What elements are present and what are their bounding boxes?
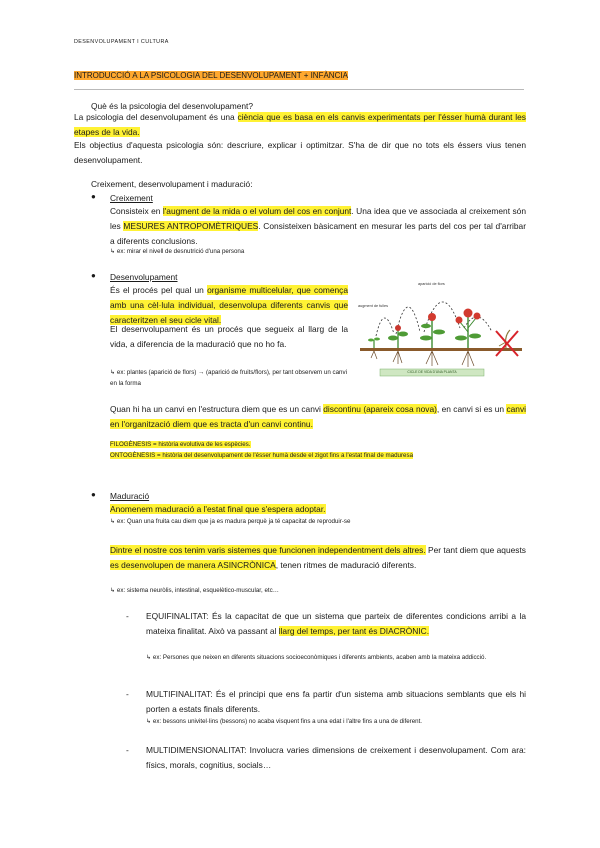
maduracio-p2-text-1: Per tant diem que aquests bbox=[425, 545, 526, 555]
intro-paragraph-2: Els objectius d'aquesta psicologia són: descriure, explicar i optimitzar. S'ha de dir que no tots els éssers vius tenen desenvolupament. bbox=[74, 140, 526, 165]
figure-caption: CICLE DE VIDA D'UNA PLANTA bbox=[407, 370, 457, 374]
intro-paragraph-1 bbox=[74, 110, 526, 140]
intro-p1-text: La psicologia del desenvolupament és una bbox=[74, 112, 238, 122]
multifinalitat-paragraph: MULTIFINALITAT: És el principi que ens fa partir d'un sistema amb situacions semblants que els hi porten a estats finals diferents. bbox=[146, 689, 526, 714]
creixement-text-1: Consisteix en bbox=[110, 206, 163, 216]
desenvolupament-title-text: Desenvolupament bbox=[110, 272, 178, 282]
desenvolupament-text-1: És el procés pel qual un bbox=[110, 285, 208, 295]
maduracio-example-1: ↳ ex: Quan una fruita cau diem que ja es madura perquè ja té capacitat de reproduir-se bbox=[110, 518, 351, 525]
figure-label-top: aparició de flors bbox=[418, 282, 445, 286]
dash-multifinalitat: - bbox=[126, 689, 129, 699]
creixement-highlight-1: l'augment de la mida o el volum del cos en conjunt bbox=[162, 206, 352, 216]
maduracio-example-2: ↳ ex: sistema neuròlis, intestinal, esquelètico-muscular, etc… bbox=[110, 587, 279, 594]
document-title-text: INTRODUCCIÓ A LA PSICOLOGIA DEL DESENVOLUPAMENT + INFÀNCIA bbox=[74, 71, 348, 80]
desenvolupament-highlight-1: organisme multicelular, que comença amb una cèl·lula individual, desenvolupa diferents canvis que caracteritzen el seu cicle vital. bbox=[110, 285, 348, 325]
bullet-maduracio: ● bbox=[91, 490, 96, 499]
figure-label-left: augment de fulles bbox=[358, 304, 388, 308]
bullet-desenvolupament: ● bbox=[91, 271, 96, 280]
bullet-creixement: ● bbox=[91, 192, 96, 201]
equifinalitat-example: ↳ ex: Persones que neixen en diferents situacions socioeconòmiques i diferents ambients, acaben amb la mateixa addicció. bbox=[146, 654, 487, 661]
creixement-paragraph bbox=[110, 204, 526, 249]
maduracio-p2-highlight-1: Dintre el nostre cos tenim varis sistemes que funcionen independentment dels altres. bbox=[110, 545, 426, 555]
equifinalitat-text: EQUIFINALITAT: És la capacitat de que un sistema que parteix de diferentes condicions arribi a la mateixa finalitat. Això va passant al bbox=[146, 611, 526, 636]
filogenesis-definition bbox=[110, 439, 251, 450]
maduracio-p2-highlight-2: es desenvolupen de manera ASINCRÒNICA bbox=[110, 560, 276, 570]
plant-cycle-illustration bbox=[356, 276, 526, 384]
desenvolupament-example: ↳ ex: plantes (aparició de flors) → (aparició de fruits/flors), per tant observem un canvi en la forma bbox=[110, 369, 347, 387]
equifinalitat-paragraph bbox=[146, 609, 526, 639]
desenvolupament-paragraph-2: El desenvolupament és un procés que segueix al llarg de la vida, a diferencia de la maduració que no ho fa. bbox=[110, 324, 348, 349]
running-header: DESENVOLUPAMENT I CULTURA bbox=[74, 39, 169, 45]
ontogenesis-text: ONTOGÈNESIS = història del desenvolupament de l'ésser humà desde el zigot fins a l'estat final de maduresa bbox=[110, 452, 414, 459]
desenvolupament-p3-text-1: Quan hi ha un canvi en l'estructura diem que es un canvi bbox=[110, 404, 324, 414]
dash-equifinalitat: - bbox=[126, 611, 129, 621]
maduracio-p2-text-2: , tenen ritmes de maduració diferents. bbox=[275, 560, 417, 570]
creixement-highlight-2: MESURES ANTROPOMÈTRIQUES bbox=[123, 221, 259, 231]
creixement-example: ↳ ex: mirar el nivell de desnutrició d'una persona bbox=[110, 248, 245, 255]
ontogenesis-definition bbox=[110, 450, 413, 461]
intro-question: Què és la psicologia del desenvolupament? bbox=[91, 101, 254, 111]
maduracio-title-text: Maduració bbox=[110, 491, 150, 501]
maduracio-highlight: Anomenem maduració a l'estat final que s'espera adoptar. bbox=[110, 504, 326, 514]
filogenesis-text: FILOGÈNESIS = història evolutiva de les espècies. bbox=[110, 441, 251, 448]
multifinalitat-example: ↳ ex: bessons univitel·lins (bessons) no acaba visquent fins a una edat i l'altre fins a una de diferent. bbox=[146, 718, 423, 725]
plant-cycle-figure bbox=[356, 276, 526, 384]
document-title bbox=[74, 70, 348, 82]
title-divider bbox=[74, 89, 524, 90]
desenvolupament-p3-highlight-1: discontinu (apareix cosa nova) bbox=[323, 404, 437, 414]
creixement-text-2: . Una idea que ve associada al creixement són les bbox=[110, 206, 526, 231]
intro-p1-highlight: ciència que es basa en els canvis experimentats per l'ésser humà durant les etapes de la vida. bbox=[74, 112, 526, 137]
section-heading: Creixement, desenvolupament i maduració: bbox=[91, 179, 253, 189]
desenvolupament-p3-text-2: , en canvi si es un bbox=[436, 404, 507, 414]
maduracio-paragraph-2 bbox=[110, 543, 526, 573]
multidimensionalitat-paragraph: MULTIDIMENSIONALITAT: Involucra varies dimensions de creixement i desenvolupament. Com ara: físics, morals, cognitius, socials… bbox=[146, 745, 526, 770]
desenvolupament-paragraph-3 bbox=[110, 402, 526, 432]
maduracio-definition bbox=[110, 502, 326, 517]
equifinalitat-highlight: llarg del temps, per tant és DIACRÒNIC. bbox=[278, 626, 430, 636]
creixement-text-3: . Consisteixen bàsicament en mesurar les parts del cos per tal d'arribar a diferents conclusions. bbox=[110, 221, 526, 246]
creixement-title-text: Creixement bbox=[110, 193, 153, 203]
desenvolupament-p3-highlight-2: canvi en l'organització diem que es tracta d'un canvi continu. bbox=[110, 404, 526, 429]
dash-multidimensionalitat: - bbox=[126, 745, 129, 755]
